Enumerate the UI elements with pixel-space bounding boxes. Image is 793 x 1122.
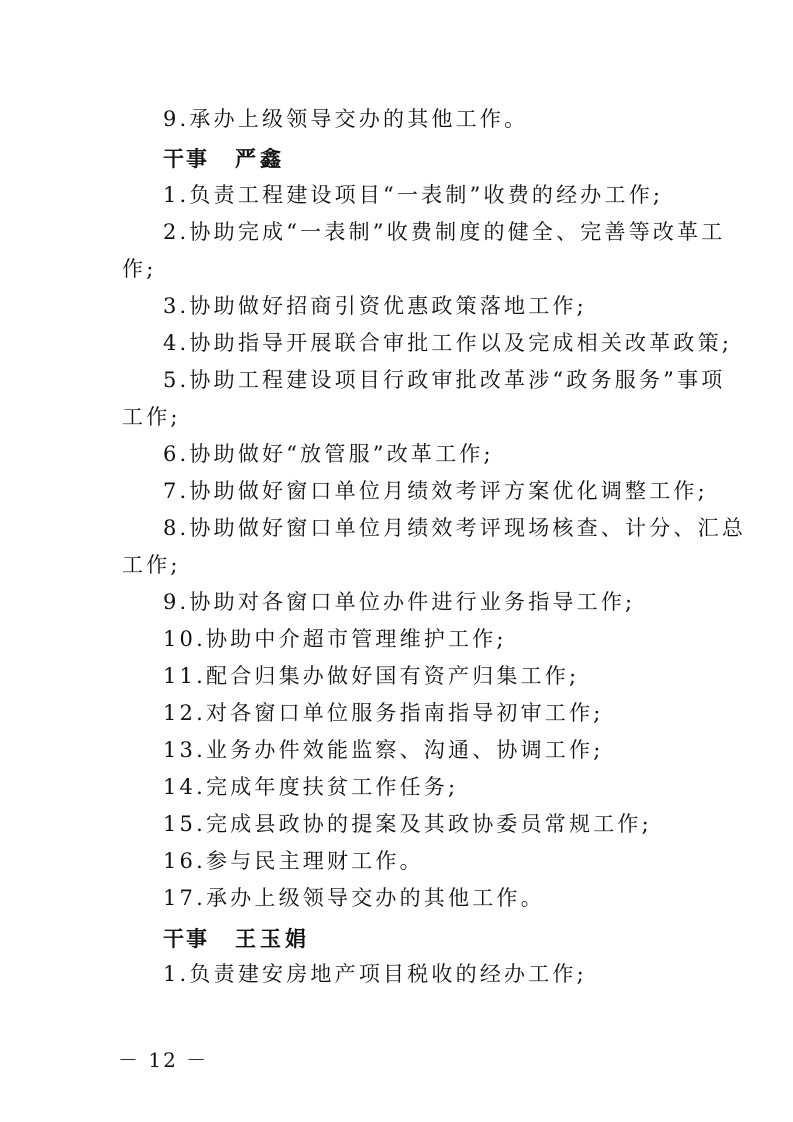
heading-person-name: 严鑫 <box>235 146 285 171</box>
paragraph-line: 10.协助中介超市管理维护工作; <box>163 627 507 651</box>
paragraph-line: 1.负责建安房地产项目税收的经办工作; <box>163 962 587 986</box>
paragraph-line: 工作; <box>122 553 181 577</box>
heading-role: 干事 <box>163 146 209 171</box>
page-number: － 12 － <box>118 1048 209 1072</box>
paragraph-line: 4.协助指导开展联合审批工作以及完成相关改革政策; <box>163 331 733 355</box>
paragraph-line: 2.协助完成“一表制”收费制度的健全、完善等改革工 <box>163 220 726 244</box>
paragraph-line: 13.业务办件效能监察、沟通、协调工作; <box>163 738 604 762</box>
section-heading <box>163 928 310 949</box>
paragraph-line: 12.对各窗口单位服务指南指导初审工作; <box>163 701 604 725</box>
paragraph-line: 11.配合归集办做好国有资产归集工作; <box>163 664 580 688</box>
heading-person-name: 王玉娟 <box>235 926 310 951</box>
paragraph-line: 15.完成县政协的提案及其政协委员常规工作; <box>163 812 652 836</box>
paragraph-line: 作; <box>122 257 157 281</box>
paragraph-line: 9.协助对各窗口单位办件进行业务指导工作; <box>163 590 636 614</box>
paragraph-line: 16.参与民主理财工作。 <box>163 849 424 873</box>
paragraph-line: 8.协助做好窗口单位月绩效考评现场核查、计分、汇总 <box>163 516 747 540</box>
paragraph-line: 14.完成年度扶贫工作任务; <box>163 775 459 799</box>
paragraph-line: 6.协助做好“放管服”改革工作; <box>163 442 494 466</box>
paragraph-line: 7.协助做好窗口单位月绩效考评方案优化调整工作; <box>163 479 708 503</box>
paragraph-line: 3.协助做好招商引资优惠政策落地工作; <box>163 294 587 318</box>
paragraph-line: 工作; <box>122 405 181 429</box>
section-heading <box>163 148 285 169</box>
paragraph-line: 17.承办上级领导交办的其他工作。 <box>163 886 545 910</box>
paragraph-line: 5.协助工程建设项目行政审批改革涉“政务服务”事项 <box>163 368 726 392</box>
paragraph-line: 9.承办上级领导交办的其他工作。 <box>163 107 529 131</box>
paragraph-line: 1.负责工程建设项目“一表制”收费的经办工作; <box>163 183 664 207</box>
heading-role: 干事 <box>163 926 209 951</box>
